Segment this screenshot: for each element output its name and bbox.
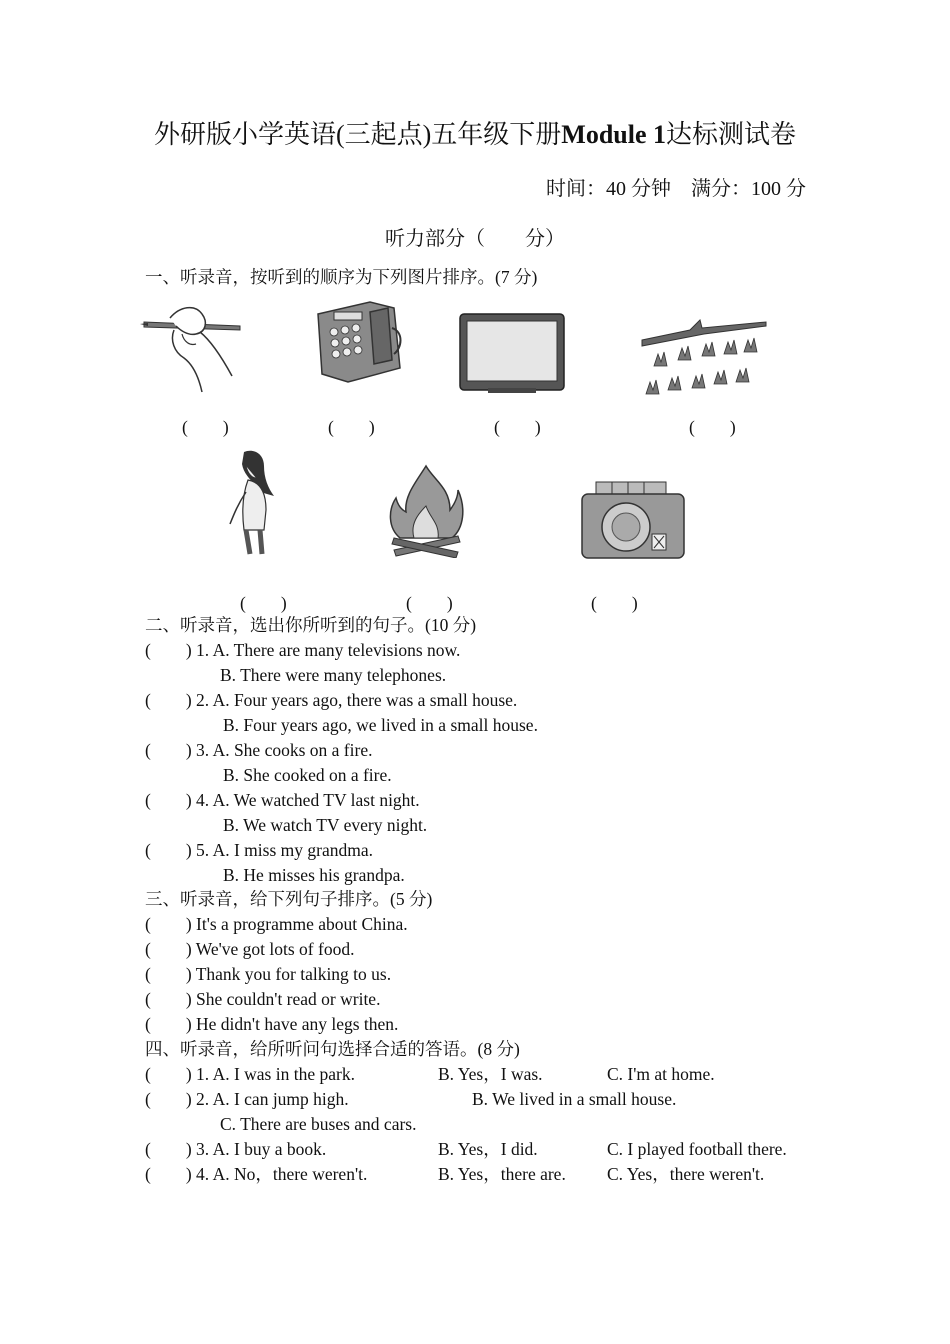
- s4-q1-option-c: C. I'm at home.: [607, 1064, 715, 1084]
- s4-q3-option-a: ( ) 3. A. I buy a book.: [145, 1139, 327, 1159]
- s2-q3-option-a: ( ) 3. A. She cooks on a fire.: [145, 740, 373, 760]
- answer-paren-7[interactable]: ( ): [591, 593, 638, 613]
- answer-paren-5[interactable]: ( ): [240, 593, 287, 613]
- answer-paren-4[interactable]: ( ): [689, 417, 736, 437]
- section3-heading: 三、听录音，给下列句子排序。(5 分): [145, 889, 433, 909]
- grass-fire-icon: [640, 316, 768, 400]
- s3-sentence-2: ( ) We've got lots of food.: [145, 939, 355, 959]
- telephone-icon: [312, 298, 404, 388]
- title-cn: 外研版小学英语(三起点)五年级下册: [153, 120, 562, 149]
- s2-q1-option-b: B. There were many telephones.: [220, 665, 447, 685]
- page-title: [0, 114, 950, 151]
- s4-q3-option-c: C. I played football there.: [607, 1139, 787, 1159]
- woman-icon: [220, 448, 286, 556]
- s2-q3-option-b: B. She cooked on a fire.: [223, 765, 392, 785]
- s3-sentence-4: ( ) She couldn't read or write.: [145, 989, 381, 1009]
- title-module: Module 1: [561, 120, 667, 149]
- s4-q1-option-b: B. Yes，I was.: [438, 1064, 543, 1084]
- s3-sentence-1: ( ) It's a programme about China.: [145, 914, 408, 934]
- section2-heading: 二、听录音，选出你所听到的句子。(10 分): [145, 615, 477, 635]
- s4-q2-option-a: ( ) 2. A. I can jump high.: [145, 1089, 349, 1109]
- section4-heading: 四、听录音，给所听问句选择合适的答语。(8 分): [145, 1039, 520, 1059]
- s4-q2-option-c: C. There are buses and cars.: [220, 1114, 417, 1134]
- section1-heading: 一、听录音，按听到的顺序为下列图片排序。(7 分): [145, 267, 538, 287]
- s4-q4-option-c: C. Yes，there weren't.: [607, 1164, 765, 1184]
- s2-q2-option-a: ( ) 2. A. Four years ago, there was a small house.: [145, 690, 518, 710]
- answer-paren-3[interactable]: ( ): [494, 417, 541, 437]
- s2-q5-option-b: B. He misses his grandpa.: [223, 865, 405, 885]
- answer-paren-6[interactable]: ( ): [406, 593, 453, 613]
- time-score-info: 时间：40 分钟 满分：100 分: [546, 178, 806, 200]
- hand-writing-icon: [140, 296, 250, 396]
- s3-sentence-5: ( ) He didn't have any legs then.: [145, 1014, 399, 1034]
- s4-q4-option-b: B. Yes，there are.: [438, 1164, 566, 1184]
- title-tail: 达标测试卷: [666, 120, 797, 149]
- s4-q4-option-a: ( ) 4. A. No，there weren't.: [145, 1164, 368, 1184]
- s2-q2-option-b: B. Four years ago, we lived in a small house.: [223, 715, 538, 735]
- campfire-icon: [386, 462, 466, 558]
- answer-paren-2[interactable]: ( ): [328, 417, 375, 437]
- radio-icon: [580, 480, 686, 562]
- listening-section-header: 听力部分（ 分）: [385, 228, 565, 250]
- s2-q1-option-a: ( ) 1. A. There are many televisions now.: [145, 640, 461, 660]
- s4-q3-option-b: B. Yes，I did.: [438, 1139, 538, 1159]
- television-icon: [458, 312, 566, 394]
- s4-q2-option-b: B. We lived in a small house.: [472, 1089, 677, 1109]
- answer-paren-1[interactable]: ( ): [182, 417, 229, 437]
- s4-q1-option-a: ( ) 1. A. I was in the park.: [145, 1064, 355, 1084]
- s2-q4-option-b: B. We watch TV every night.: [223, 815, 428, 835]
- s2-q4-option-a: ( ) 4. A. We watched TV last night.: [145, 790, 420, 810]
- s3-sentence-3: ( ) Thank you for talking to us.: [145, 964, 392, 984]
- s2-q5-option-a: ( ) 5. A. I miss my grandma.: [145, 840, 373, 860]
